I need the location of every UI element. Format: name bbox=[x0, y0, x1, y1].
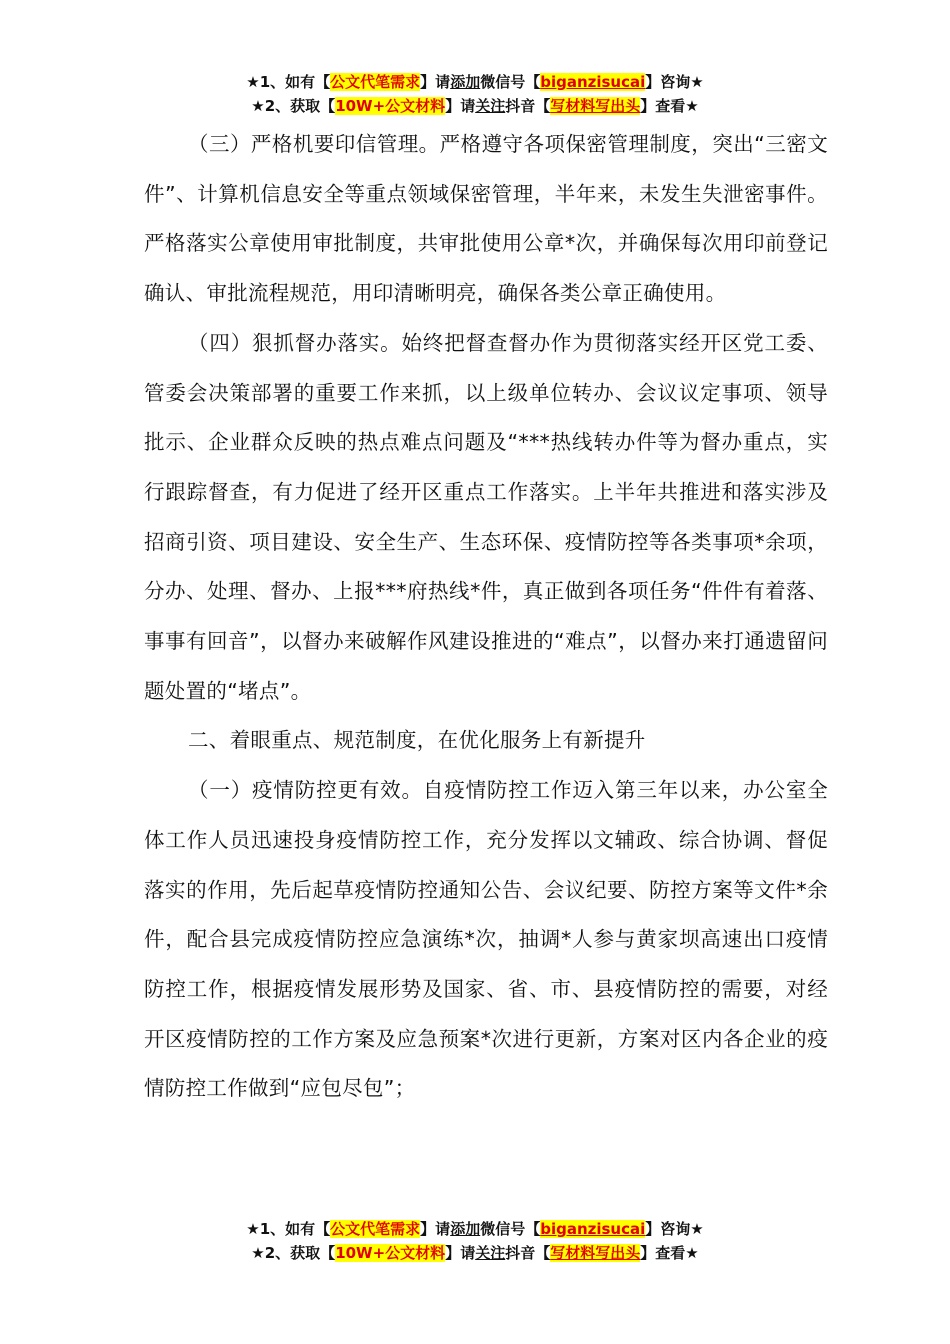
promo-highlight-douyin-account: 写材料写出头 bbox=[550, 97, 641, 115]
promo-text: 】请 bbox=[445, 97, 476, 115]
promo-text: 】请 bbox=[420, 1220, 451, 1238]
promo-text: 微信号【 bbox=[480, 1220, 541, 1238]
promo-text: 抖音【 bbox=[505, 1244, 551, 1262]
paragraph-seal-management: （三）严格机要印信管理。严格遵守各项保密管理制度，突出“三密文件”、计算机信息安全等重点领域保密管理，半年来，未发生失泄密事件。严格落实公章使用审批制度，共审批使用公章*次，并确保每次用印前登记确认、审批流程规范，用印清晰明亮，确保各类公章正确使用。 bbox=[144, 132, 828, 306]
paragraph-epidemic-control: （一）疫情防控更有效。自疫情防控工作迈入第三年以来，办公室全体工作人员迅速投身疫情防控工作，充分发挥以文辅政、综合协调、督促落实的作用，先后起草疫情防控通知公告、会议纪要、防控方案等文件*余件，配合县完成疫情防控应急演练*次，抽调*人参与黄家坝高速出口疫情防控工作，根据疫情发展形势及国家、省、市、县疫情防控的需要，对经开区疫情防控的工作方案及应急预案*次进行更新，方案对区内各企业的疫情防控工作做到“应包尽包”； bbox=[144, 778, 828, 1101]
promo-highlight-materials: 10W+公文材料 bbox=[335, 97, 446, 115]
promo-highlight-wechat-id: biganzisucai bbox=[540, 1220, 646, 1238]
promo-text: 】查看★ bbox=[640, 1244, 699, 1262]
promo-line-2 bbox=[0, 1241, 950, 1265]
promo-text: ★2、获取【 bbox=[251, 97, 336, 115]
promo-highlight-service: 公文代笔需求 bbox=[330, 73, 421, 91]
promo-highlight-douyin-account: 写材料写出头 bbox=[550, 1244, 641, 1262]
promo-text: 】咨询★ bbox=[645, 1220, 704, 1238]
promo-text: 】请 bbox=[420, 73, 451, 91]
paragraph-supervision: （四）狠抓督办落实。始终把督查督办作为贯彻落实经开区党工委、管委会决策部署的重要工作来抓，以上级单位转办、会议议定事项、领导批示、企业群众反映的热点难点问题及“***热线转办件等为督办重点，实行跟踪督查，有力促进了经开区重点工作落实。上半年共推进和落实涉及招商引资、项目建设、安全生产、生态环保、疫情防控等各类事项*余项，分办、处理、督办、上报***府热线*件，真正做到各项任务“件件有着落、事事有回音”，以督办来破解作风建设推进的“难点”，以督办来打通遗留问题处置的“堵点”。 bbox=[144, 330, 828, 703]
promo-highlight-materials: 10W+公文材料 bbox=[335, 1244, 446, 1262]
promo-highlight-service: 公文代笔需求 bbox=[330, 1220, 421, 1238]
promo-highlight-wechat-id: biganzisucai bbox=[540, 73, 646, 91]
footer-promo-banner bbox=[0, 1217, 950, 1265]
promo-line-1 bbox=[0, 1217, 950, 1241]
promo-text: 微信号【 bbox=[480, 73, 541, 91]
promo-text: 】查看★ bbox=[640, 97, 699, 115]
promo-line-2 bbox=[0, 94, 950, 118]
promo-text: 】咨询★ bbox=[645, 73, 704, 91]
promo-emphasis: 关注 bbox=[475, 1244, 506, 1262]
promo-emphasis: 添加 bbox=[450, 73, 481, 91]
promo-line-1 bbox=[0, 70, 950, 94]
promo-text: 抖音【 bbox=[505, 97, 551, 115]
document-body bbox=[144, 120, 828, 1114]
promo-text: 】请 bbox=[445, 1244, 476, 1262]
section-heading: 二、着眼重点、规范制度，在优化服务上有新提升 bbox=[188, 728, 646, 753]
promo-text: ★1、如有【 bbox=[246, 73, 331, 91]
promo-emphasis: 关注 bbox=[475, 97, 506, 115]
header-promo-banner bbox=[0, 70, 950, 118]
promo-emphasis: 添加 bbox=[450, 1220, 481, 1238]
promo-text: ★2、获取【 bbox=[251, 1244, 336, 1262]
promo-text: ★1、如有【 bbox=[246, 1220, 331, 1238]
